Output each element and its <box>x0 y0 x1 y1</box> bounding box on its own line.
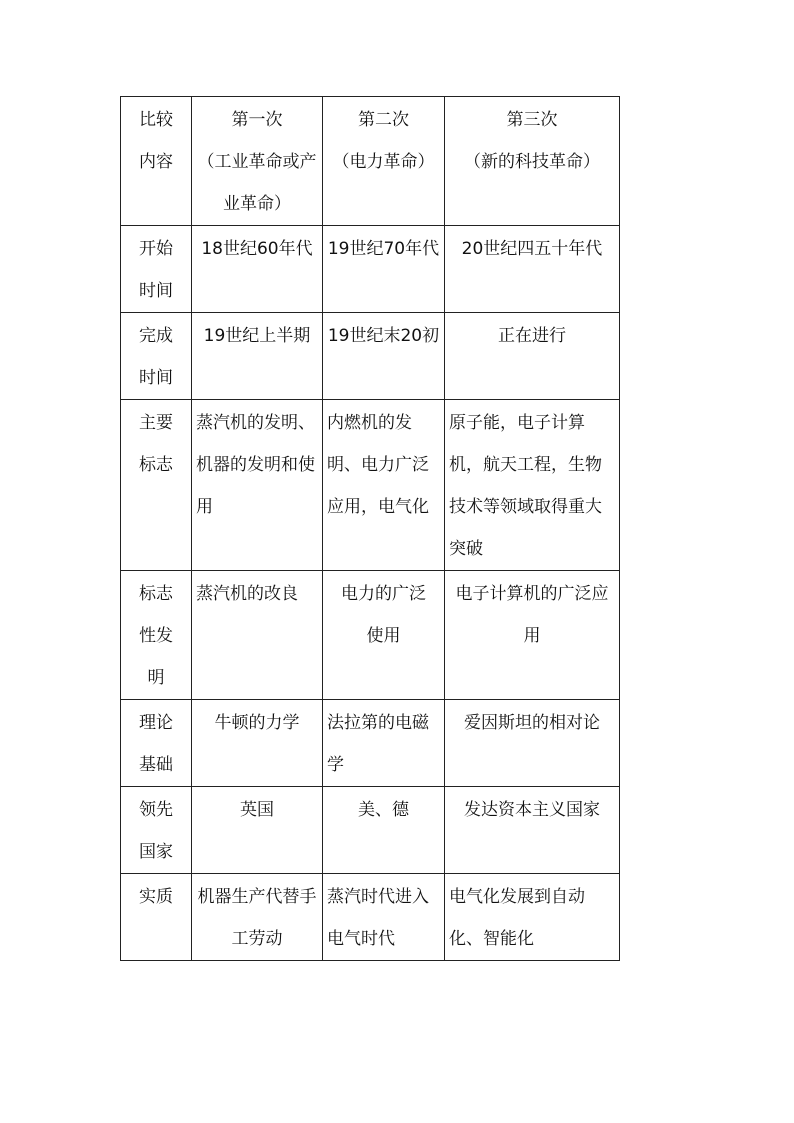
row-label: 主要标志 <box>121 400 192 571</box>
cell-third: 20世纪四五十年代 <box>445 226 620 313</box>
header-first-title: 第一次 <box>231 110 283 130</box>
row-label: 实质 <box>121 874 192 961</box>
cell-second: 内燃机的发明、电力广泛应用，电气化 <box>323 400 445 571</box>
cell-second: 蒸汽时代进入电气时代 <box>323 874 445 961</box>
row-label: 完成时间 <box>121 313 192 400</box>
cell-third: 电子计算机的广泛应用 <box>445 571 620 700</box>
table-row <box>121 700 620 787</box>
table-row <box>121 787 620 874</box>
header-row <box>121 97 620 226</box>
comparison-table <box>120 96 620 961</box>
row-label: 开始时间 <box>121 226 192 313</box>
header-corner-cell: 比较内容 <box>121 97 192 226</box>
header-second-title: 第二次 <box>358 110 409 130</box>
cell-third: 爱因斯坦的相对论 <box>445 700 620 787</box>
cell-third: 发达资本主义国家 <box>445 787 620 874</box>
table-row <box>121 313 620 400</box>
cell-second: 法拉第的电磁学 <box>323 700 445 787</box>
cell-first: 18世纪60年代 <box>192 226 323 313</box>
row-label: 理论基础 <box>121 700 192 787</box>
table-row <box>121 571 620 700</box>
cell-second: 电力的广泛使用 <box>323 571 445 700</box>
header-third-revolution <box>445 97 620 226</box>
cell-second: 美、德 <box>323 787 445 874</box>
row-label: 领先国家 <box>121 787 192 874</box>
header-first-revolution <box>192 97 323 226</box>
cell-second: 19世纪末20初 <box>323 313 445 400</box>
cell-first: 英国 <box>192 787 323 874</box>
row-label: 标志性发明 <box>121 571 192 700</box>
header-third-subtitle: （新的科技革命） <box>464 152 600 172</box>
cell-second: 19世纪70年代 <box>323 226 445 313</box>
table-row <box>121 400 620 571</box>
cell-first: 机器生产代替手工劳动 <box>192 874 323 961</box>
cell-third: 电气化发展到自动化、智能化 <box>445 874 620 961</box>
cell-third: 正在进行 <box>445 313 620 400</box>
table-row <box>121 226 620 313</box>
cell-first: 蒸汽机的改良 <box>192 571 323 700</box>
table-row <box>121 874 620 961</box>
cell-first: 蒸汽机的发明、机器的发明和使用 <box>192 400 323 571</box>
header-second-revolution <box>323 97 445 226</box>
cell-first: 19世纪上半期 <box>192 313 323 400</box>
cell-third: 原子能，电子计算机，航天工程，生物技术等领域取得重大突破 <box>445 400 620 571</box>
header-third-title: 第三次 <box>506 110 558 130</box>
cell-first: 牛顿的力学 <box>192 700 323 787</box>
header-first-subtitle: （工业革命或产业革命） <box>197 152 317 214</box>
header-second-subtitle: （电力革命） <box>332 152 435 172</box>
